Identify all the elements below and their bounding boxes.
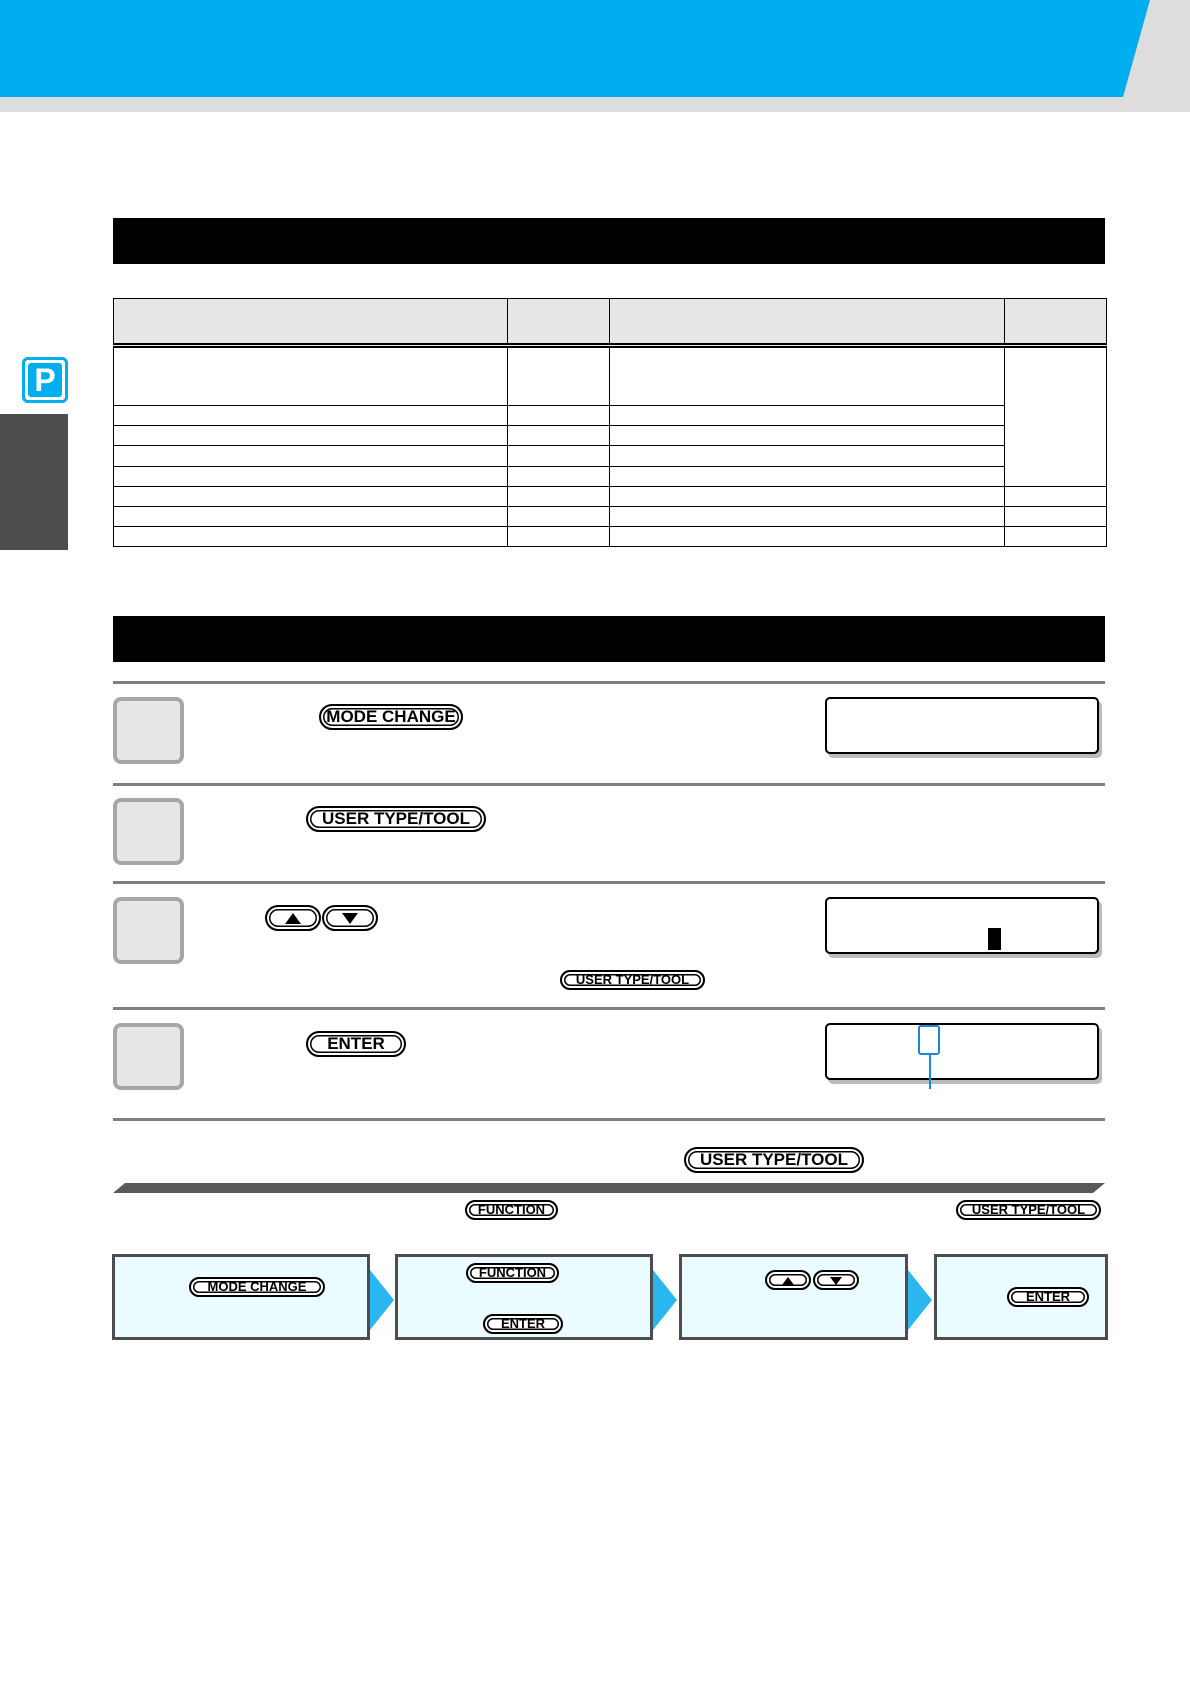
enter-key[interactable]: ENTER bbox=[483, 1314, 563, 1334]
function-key[interactable]: FUNCTION bbox=[466, 1263, 559, 1283]
mode-change-key[interactable]: MODE CHANGE bbox=[189, 1277, 325, 1297]
header-banner bbox=[0, 0, 1150, 97]
down-key[interactable] bbox=[813, 1270, 859, 1290]
table-row bbox=[114, 506, 1107, 526]
table-row bbox=[114, 466, 1107, 486]
table-row bbox=[114, 406, 1107, 426]
lcd-display-1 bbox=[825, 697, 1099, 754]
step-divider bbox=[113, 783, 1105, 786]
step-number-box-4 bbox=[113, 1023, 184, 1090]
table-row bbox=[114, 526, 1107, 546]
user-type-tool-key[interactable]: USER TYPE/TOOL bbox=[956, 1200, 1101, 1220]
function-key[interactable]: FUNCTION bbox=[465, 1200, 558, 1220]
table-header-cell bbox=[610, 299, 1005, 346]
table-row bbox=[114, 346, 1107, 406]
table-header-cell bbox=[1005, 299, 1107, 346]
chapter-badge-letter: P bbox=[28, 363, 62, 397]
table-merged-cell bbox=[1005, 346, 1107, 487]
step-number-box-1 bbox=[113, 697, 184, 764]
step-divider bbox=[113, 681, 1105, 684]
user-type-tool-key[interactable]: USER TYPE/TOOL bbox=[684, 1147, 864, 1173]
step-divider bbox=[113, 1118, 1105, 1121]
table-row bbox=[114, 446, 1107, 466]
down-arrow-icon bbox=[830, 1277, 842, 1285]
up-arrow-icon bbox=[285, 913, 301, 924]
enter-key[interactable]: ENTER bbox=[1007, 1287, 1089, 1307]
table-header-row bbox=[114, 299, 1107, 346]
down-arrow-icon bbox=[342, 913, 358, 924]
note-band bbox=[113, 1183, 1105, 1193]
lcd-display-2 bbox=[825, 897, 1099, 954]
user-type-tool-key[interactable]: USER TYPE/TOOL bbox=[560, 970, 705, 990]
up-arrow-icon bbox=[782, 1277, 794, 1285]
flow-step-4 bbox=[934, 1254, 1108, 1340]
flow-step-3 bbox=[679, 1254, 908, 1340]
lcd-cursor bbox=[988, 928, 1001, 950]
table-row bbox=[114, 486, 1107, 506]
step-number-box-3 bbox=[113, 897, 184, 964]
step-divider bbox=[113, 1007, 1105, 1010]
table-header-cell bbox=[508, 299, 610, 346]
chapter-side-tab bbox=[0, 414, 68, 550]
mode-change-key[interactable]: MODE CHANGE bbox=[319, 704, 463, 730]
section-header-bar-1 bbox=[113, 218, 1105, 264]
flow-step-2 bbox=[395, 1254, 653, 1340]
down-key[interactable] bbox=[322, 905, 378, 931]
lcd-cursor-marker bbox=[918, 1025, 940, 1055]
up-key[interactable] bbox=[265, 905, 321, 931]
enter-key[interactable]: ENTER bbox=[306, 1031, 406, 1057]
user-type-tool-key[interactable]: USER TYPE/TOOL bbox=[306, 806, 486, 832]
table-header-cell bbox=[114, 299, 508, 346]
lcd-cursor-leader-line bbox=[929, 1055, 931, 1089]
flow-step-1 bbox=[112, 1254, 370, 1340]
up-key[interactable] bbox=[765, 1270, 811, 1290]
flow-arrow bbox=[653, 1270, 677, 1330]
lcd-display-3 bbox=[825, 1023, 1099, 1080]
flow-arrow bbox=[908, 1270, 932, 1330]
table-row bbox=[114, 426, 1107, 446]
section-header-bar-2 bbox=[113, 616, 1105, 662]
step-divider bbox=[113, 881, 1105, 884]
step-number-box-2 bbox=[113, 798, 184, 865]
spec-table bbox=[113, 298, 1106, 547]
flow-arrow bbox=[370, 1270, 394, 1330]
chapter-badge bbox=[22, 357, 68, 403]
